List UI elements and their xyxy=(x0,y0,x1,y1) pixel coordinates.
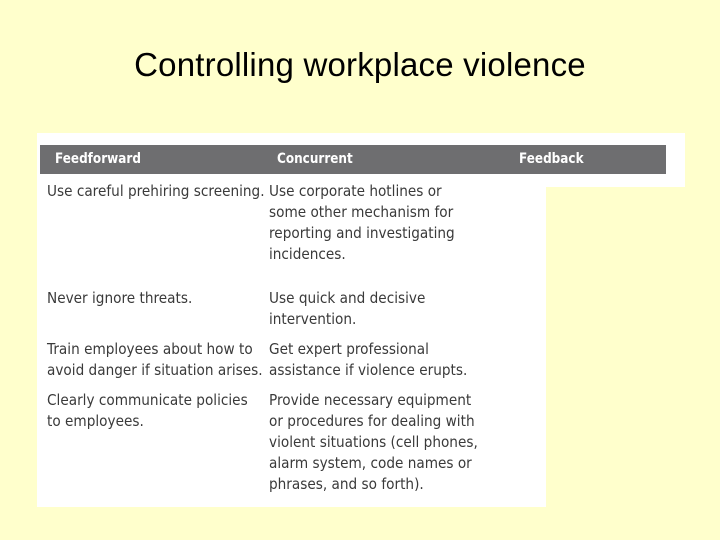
cell-concurrent-row-4: Provide necessary equipment or procedures for dealing with violent situations (cell phones, alarm system, code names or phrases, and so forth). xyxy=(269,391,478,493)
cell-feedforward-row-2: Never ignore threats. xyxy=(47,289,193,307)
cell-feedforward-row-1: Use careful prehiring screening. xyxy=(47,182,265,200)
header-feedforward: Feedforward xyxy=(55,151,141,167)
violence-control-table xyxy=(37,133,685,507)
cell-concurrent-row-1: Use corporate hotlines or some other mechanism for reporting and investigating incidences. xyxy=(269,182,455,263)
header-concurrent: Concurrent xyxy=(277,151,353,167)
cell-feedforward-row-4: Clearly communicate policies to employees. xyxy=(47,391,248,430)
slide-title: Controlling workplace violence xyxy=(134,46,586,83)
cell-concurrent-row-2: Use quick and decisive intervention. xyxy=(269,289,426,328)
cell-concurrent-row-3: Get expert professional assistance if violence erupts. xyxy=(269,340,468,379)
header-feedback: Feedback xyxy=(519,151,584,167)
cell-feedforward-row-3: Train employees about how to avoid danger if situation arises. xyxy=(47,340,263,379)
